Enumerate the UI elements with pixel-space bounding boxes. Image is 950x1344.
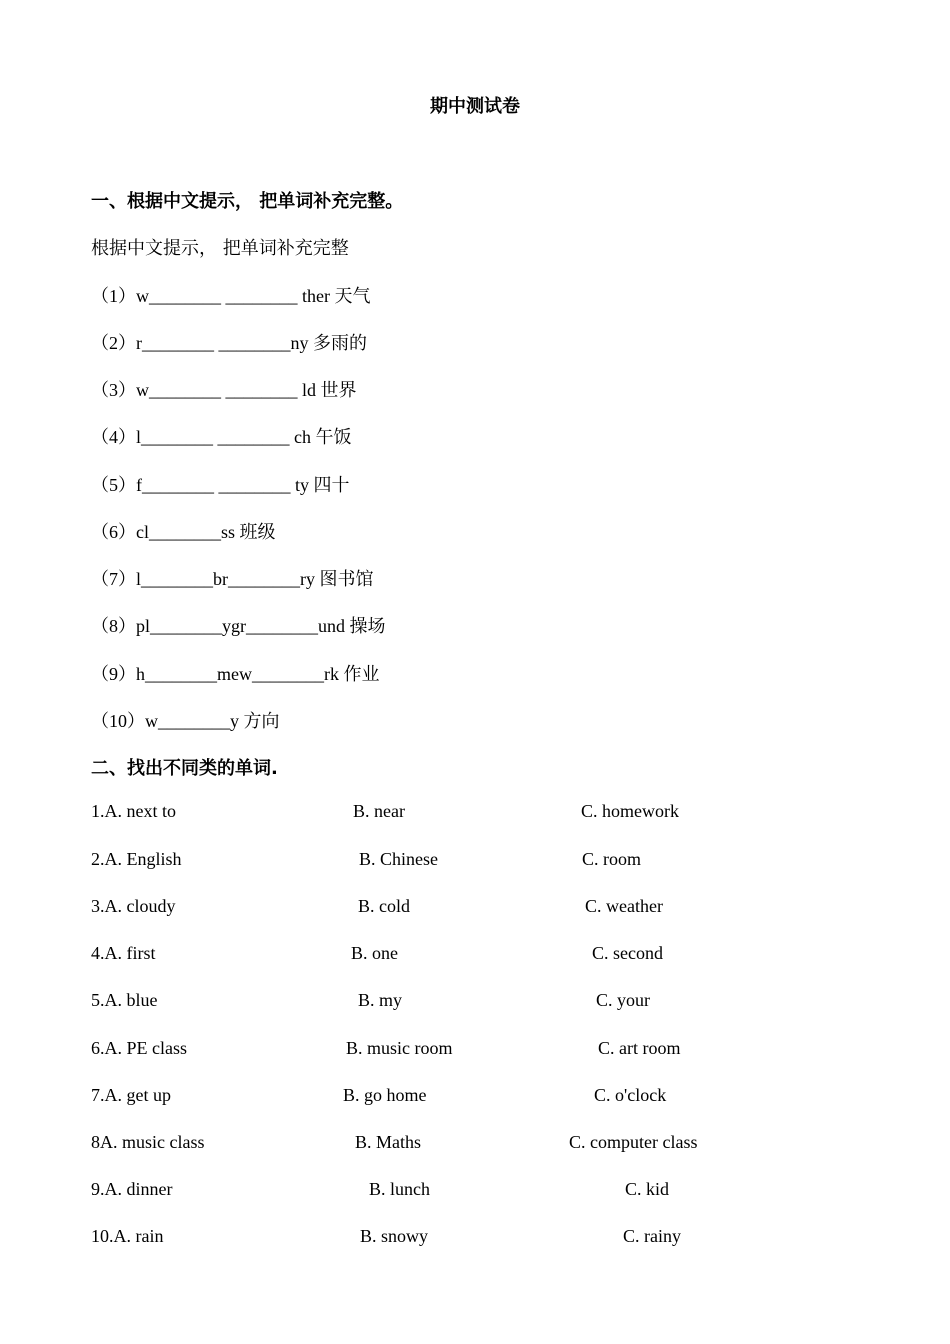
option-c: C. your (596, 990, 650, 1010)
option-a: 10.A. rain (91, 1226, 164, 1246)
fill-item: （8）pl________ygr________und 操场 (91, 616, 386, 636)
section-2-heading: 二、找出不同类的单词. (91, 758, 278, 779)
fill-item: （3）w________ ________ ld 世界 (91, 380, 357, 400)
option-b: B. one (351, 943, 398, 963)
option-b: B. snowy (360, 1226, 429, 1246)
fill-item: （5）f________ ________ ty 四十 (91, 475, 350, 495)
option-a: 6.A. PE class (91, 1038, 187, 1058)
section-1-heading: 一、根据中文提示， 把单词补充完整。 (91, 191, 404, 212)
section-1-instruction: 根据中文提示， 把单词补充完整 (91, 238, 349, 259)
option-c: C. weather (585, 896, 663, 916)
option-c: C. art room (598, 1038, 681, 1058)
option-b: B. music room (346, 1038, 453, 1058)
option-b: B. cold (358, 896, 410, 916)
fill-item: （4）l________ ________ ch 午饭 (91, 427, 352, 447)
fill-item: （10）w________y 方向 (91, 711, 280, 731)
choice-row (0, 1132, 950, 1156)
option-a: 4.A. first (91, 943, 156, 963)
option-a: 7.A. get up (91, 1085, 171, 1105)
fill-item: （7）l________br________ry 图书馆 (91, 569, 374, 589)
option-c: C. o'clock (594, 1085, 667, 1105)
option-a: 1.A. next to (91, 801, 176, 821)
fill-item: （1）w________ ________ ther 天气 (91, 286, 371, 306)
choice-row (0, 943, 950, 967)
choice-row (0, 849, 950, 873)
choice-row (0, 990, 950, 1014)
option-c: C. kid (625, 1179, 670, 1199)
option-c: C. homework (581, 801, 679, 821)
option-c: C. rainy (623, 1226, 681, 1246)
option-b: B. my (358, 990, 403, 1010)
option-b: B. near (353, 801, 405, 821)
choice-row (0, 1179, 950, 1203)
option-b: B. lunch (369, 1179, 430, 1199)
choice-row (0, 801, 950, 825)
option-b: B. Chinese (359, 849, 438, 869)
choice-row (0, 1085, 950, 1109)
option-a: 5.A. blue (91, 990, 158, 1010)
option-b: B. Maths (355, 1132, 422, 1152)
option-c: C. computer class (569, 1132, 698, 1152)
option-a: 8A. music class (91, 1132, 205, 1152)
option-c: C. second (592, 943, 663, 963)
fill-item: （9）h________mew________rk 作业 (91, 664, 380, 684)
option-c: C. room (582, 849, 642, 869)
choice-row (0, 1038, 950, 1062)
page-title: 期中测试卷 (430, 96, 520, 117)
option-a: 9.A. dinner (91, 1179, 173, 1199)
option-b: B. go home (343, 1085, 427, 1105)
choice-row (0, 896, 950, 920)
option-a: 2.A. English (91, 849, 182, 869)
fill-item: （2）r________ ________ny 多雨的 (91, 333, 367, 353)
option-a: 3.A. cloudy (91, 896, 176, 916)
fill-item: （6）cl________ss 班级 (91, 522, 276, 542)
choice-row (0, 1226, 950, 1250)
